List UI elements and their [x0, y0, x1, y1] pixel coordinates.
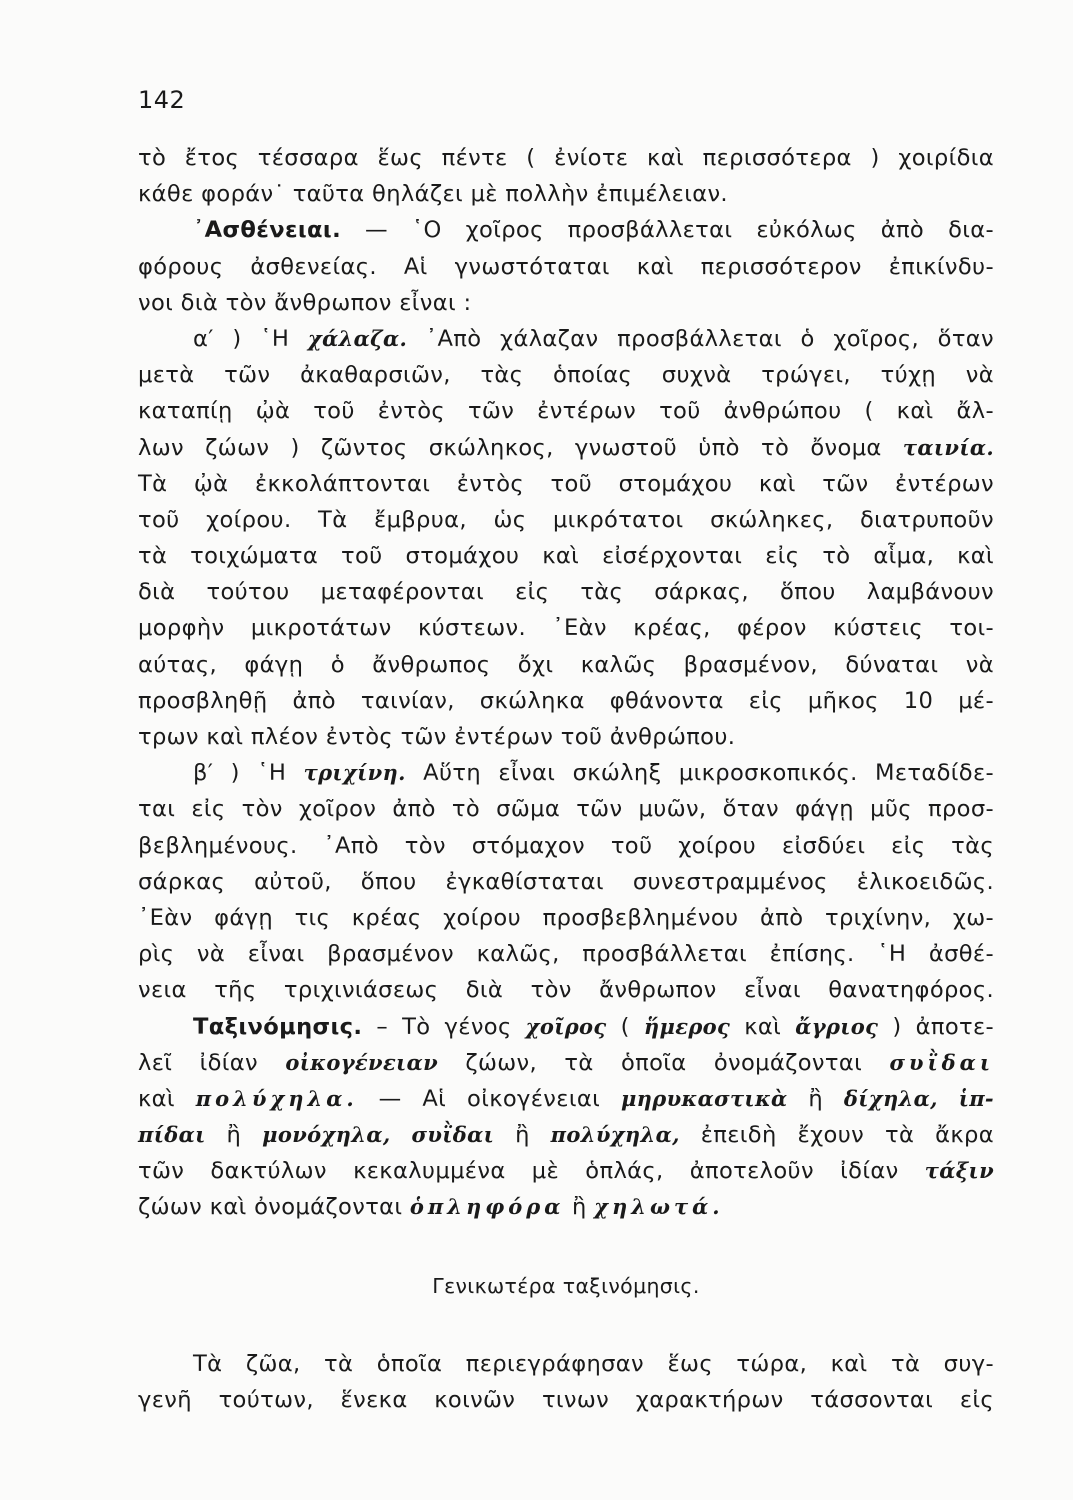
term-taxin: τάξιν: [924, 1158, 994, 1184]
page-text: [138, 140, 994, 1418]
list-marker: α′ ) ῾Η: [193, 325, 308, 352]
text-line: [138, 1081, 994, 1117]
section-heading-diseases: ᾿Ασθένειαι.: [193, 217, 342, 244]
text-run: Αὕτη εἶναι σκώληξ μικροσκοπικός. Μεταδίδε-: [405, 760, 995, 787]
text-run: ἢ: [494, 1122, 551, 1149]
text-run: καὶ: [138, 1085, 196, 1112]
term-oplephora: ὁπληφόρα: [409, 1194, 565, 1220]
term-hippidai-end: πίδαι: [138, 1122, 206, 1148]
text-run: [391, 1122, 412, 1148]
text-run: – Τὸ γένος: [362, 1013, 526, 1040]
text-line: καταπίῃ ᾠὰ τοῦ ἐντὸς τῶν ἐντέρων τοῦ ἀνθρώπου ( καὶ ἄλ-: [138, 398, 994, 425]
text-line: Τὰ ζῶα, τὰ ὁποῖα περιεγράφησαν ἕως τώρα, καὶ τὰ συγ-: [193, 1350, 994, 1377]
text-line: τρων καὶ πλέον ἐντὸς τῶν ἐντέρων τοῦ ἀνθρώπου.: [138, 724, 736, 750]
section-heading-classification: Ταξινόμησις.: [193, 1013, 363, 1040]
text-line: ρὶς νὰ εἶναι βρασμένον καλῶς, προσβάλλεται ἐπίσης. ῾Η ἀσθέ-: [138, 941, 994, 968]
text-line: μετὰ τῶν ἀκαθαρσιῶν, τὰς ὁποίας συχνὰ τρώγει, τύχῃ νὰ: [138, 362, 994, 389]
term-suidai: συῒδαι: [889, 1049, 994, 1075]
text-run: ζώων, τὰ ὁποῖα ὀνομάζονται: [438, 1049, 890, 1076]
text-line: τὸ ἔτος τέσσαρα ἕως πέντε ( ἐνίοτε καὶ περισσότερα ) χοιρίδια: [138, 145, 994, 171]
text-line: ται εἰς τὸν χοῖρον ἀπὸ τὸ σῶμα τῶν μυῶν, ὅταν φάγῃ μῦς προσ-: [138, 796, 994, 823]
term-chelota: χηλωτά.: [594, 1194, 724, 1220]
text-line: τὰ τοιχώματα τοῦ στομάχου καὶ εἰσέρχονται εἰς τὸ αἷμα, καὶ: [138, 543, 994, 570]
term-monochela: μονόχηλα,: [262, 1122, 391, 1148]
text-line: κάθε φοράν˙ ταῦτα θηλάζει μὲ πολλὴν ἐπιμέλειαν.: [138, 181, 728, 208]
paragraph-diseases-first-line: [138, 212, 994, 248]
text-line: [138, 1117, 994, 1153]
term-suidai-2: συῒδαι: [411, 1122, 495, 1148]
text-line: νεια τῆς τριχινιάσεως διὰ τὸν ἄνθρωπον εἶναι θανατηφόρος.: [138, 977, 994, 1004]
text-run: ἢ: [205, 1122, 263, 1149]
text-run: ζώων καὶ ὀνομάζονται: [138, 1194, 410, 1221]
text-run: καὶ: [730, 1013, 796, 1040]
text-line: [138, 1153, 994, 1189]
term-polychela: πολύχηλα.: [195, 1085, 358, 1111]
text-line: αύτας, φάγῃ ὁ ἄνθρωπος ὄχι καλῶς βρασμένον, δύναται νὰ: [138, 651, 994, 678]
text-line: τοῦ χοίρου. Τὰ ἔμβρυα, ὡς μικρότατοι σκώληκες, διατρυποῦν: [138, 506, 994, 533]
text-run: ᾿Απὸ χάλαζαν προσβάλλεται ὁ χοῖρος, ὅταν: [407, 325, 994, 352]
text-run: λεῖ ἰδίαν: [138, 1049, 286, 1076]
text-run: — Αἱ οἰκογένειαι: [357, 1085, 621, 1112]
term-tainia: ταινία.: [902, 434, 994, 460]
text-line: προσβληθῇ ἀπὸ ταινίαν, σκώληκα φθάνοντα εἰς μῆκος 10 μέ-: [138, 687, 994, 714]
text-line: [138, 1045, 994, 1081]
text-line: διὰ τούτου μεταφέρονται εἰς τὰς σάρκας, ὅπου λαμβάνουν: [138, 579, 994, 606]
text-line: [138, 430, 994, 466]
section-gap: [138, 1226, 994, 1268]
text-run: — ῾Ο χοῖρος προσβάλλεται εὐκόλως ἀπὸ δια-: [341, 217, 994, 244]
term-agrios: ἄγριος: [795, 1013, 879, 1039]
paragraph-trichine-first-line: [138, 755, 994, 791]
term-hemeros: ἥμερος: [643, 1013, 731, 1039]
page-number: 142: [138, 86, 186, 114]
text-line: μορφὴν μικροτάτων κύστεων. ᾿Εὰν κρέας, φέρον κύστεις τοι-: [138, 615, 994, 642]
text-run: τῶν δακτύλων κεκαλυμμένα μὲ ὁπλάς, ἀποτελοῦν ἰδίαν: [138, 1158, 925, 1185]
term-chalaza: χάλαζα.: [307, 325, 408, 351]
text-line: φόρους ἀσθενείας. Αἱ γνωστόταται καὶ περισσότερον ἐπικίνδυ-: [138, 253, 994, 280]
text-line: σάρκας αὐτοῦ, ὅπου ἐγκαθίσταται συνεστραμμένος ἑλικοειδῶς.: [138, 868, 994, 895]
term-oikogeneian: οἰκογένειαν: [285, 1049, 438, 1075]
text-line: γενῆ τούτων, ἕνεκα κοινῶν τινων χαρακτήρων τάσσονται εἰς: [138, 1387, 994, 1413]
text-line: βεβλημένους. ᾿Απὸ τὸν στόμαχον τοῦ χοίρου εἰσδύει εἰς τὰς: [138, 832, 994, 859]
term-polychela-2: πολύχηλα,: [550, 1122, 680, 1148]
text-line: ᾿Εὰν φάγῃ τις κρέας χοίρου προσβεβλημένου ἀπὸ τριχίνην, χω-: [138, 904, 994, 931]
section-title: Γενικωτέρα ταξινόμησις.: [432, 1273, 700, 1298]
term-trichine: τριχίνη.: [303, 760, 406, 786]
text-line: [138, 1189, 994, 1225]
section-gap: [138, 1304, 994, 1346]
text-run: ἢ: [564, 1194, 595, 1221]
term-dichela: δίχηλα,: [843, 1085, 938, 1111]
text-line: νοι διὰ τὸν ἄνθρωπον εἶναι :: [138, 289, 472, 316]
text-run: (: [606, 1013, 644, 1040]
term-choiros: χοῖρος: [525, 1013, 607, 1039]
text-run: [938, 1086, 959, 1112]
text-run: ἐπειδὴ ἔχουν τὰ ἄκρα: [679, 1122, 994, 1149]
paragraph-chalaza-first-line: [138, 321, 994, 357]
list-marker: β′ ) ῾Η: [193, 760, 304, 787]
text-run: λων ζώων ) ζῶντος σκώληκος, γνωστοῦ ὑπὸ τὸ ὄνομα: [138, 434, 903, 461]
term-merykastika: μηρυκαστικὰ: [620, 1085, 788, 1111]
paragraph-classification-first-line: [138, 1009, 994, 1045]
text-run: ) ἀποτε-: [878, 1013, 995, 1040]
term-hippidai-start: ἱπ-: [958, 1085, 994, 1111]
text-line: Τὰ ᾠὰ ἐκκολάπτονται ἐντὸς τοῦ στομάχου καὶ τῶν ἐντέρων: [138, 470, 994, 497]
text-run: ἢ: [787, 1085, 844, 1112]
